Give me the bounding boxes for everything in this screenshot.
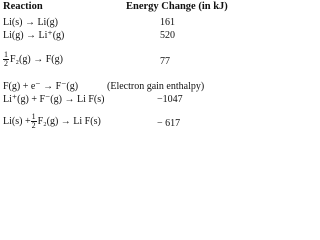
reaction-row-3-text: F₂(g) → F(g) bbox=[10, 53, 63, 65]
reaction-row-5: Li⁺(g) + F⁻(g) → Li F(s) bbox=[3, 94, 105, 105]
reaction-row-4: F(g) + e⁻ → F⁻(g) bbox=[3, 81, 79, 92]
energy-value-3: 77 bbox=[160, 56, 170, 67]
reaction-row-3 bbox=[3, 51, 63, 68]
reaction-column-header: Reaction bbox=[3, 1, 43, 12]
energy-value-1: 161 bbox=[160, 17, 175, 28]
reaction-row-2: Li(g) → Li⁺(g) bbox=[3, 30, 65, 41]
energy-value-6: − 617 bbox=[157, 118, 181, 129]
energy-column-header: Energy Change (in kJ) bbox=[126, 1, 228, 12]
half-fraction: $\frac{1}{2}$ bbox=[4, 50, 8, 68]
reaction-row-6 bbox=[3, 113, 101, 130]
reaction-row-6-prefix: Li(s) + bbox=[3, 115, 31, 127]
reaction-row-6-text: F₂(g) → Li F(s) bbox=[37, 115, 101, 127]
energy-value-5: −1047 bbox=[157, 94, 183, 105]
energy-value-2: 520 bbox=[160, 30, 175, 41]
half-fraction: $\frac{1}{2}$ bbox=[31, 112, 36, 130]
electron-gain-enthalpy-note: (Electron gain enthalpy) bbox=[107, 81, 205, 92]
reaction-row-1: Li(s) → Li(g) bbox=[3, 17, 58, 28]
